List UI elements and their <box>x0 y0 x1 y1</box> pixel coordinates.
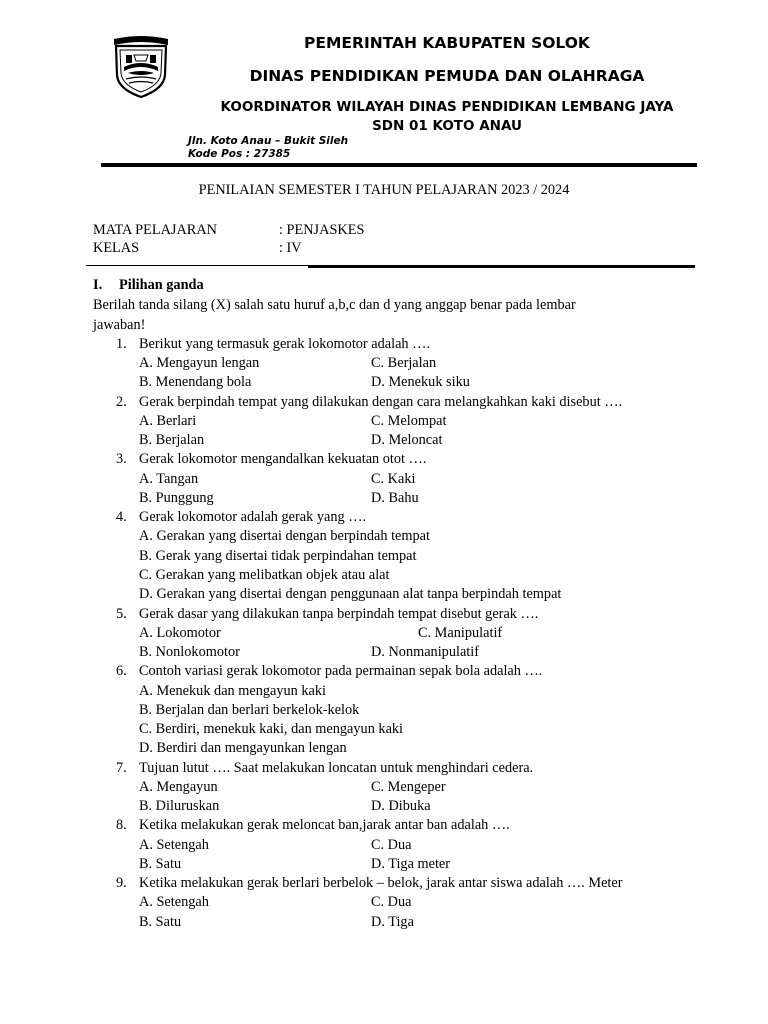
question-number: 9. <box>116 875 127 891</box>
option-b: B. Berjalan dan berlari berkelok-kelok <box>139 702 360 718</box>
option-c: C. Melompat <box>371 413 447 429</box>
option-d: D. Tiga <box>371 914 414 930</box>
option-c: C. Manipulatif <box>418 625 503 641</box>
instruction-line-1: Berilah tanda silang (X) salah satu huruf a,b,c dan d yang anggap benar pada lembar <box>93 297 576 313</box>
question-text: Berikut yang termasuk gerak lokomotor adalah …. <box>139 336 431 352</box>
subject-value: : PENJASKES <box>279 222 365 238</box>
option-c: C. Mengeper <box>371 779 446 795</box>
option-b: B. Diluruskan <box>139 798 220 814</box>
school-address: Jln. Koto Anau – Bukit Sileh <box>188 135 349 147</box>
option-a: A. Setengah <box>139 837 209 853</box>
subject-label: MATA PELAJARAN <box>93 222 217 238</box>
question-text: Contoh variasi gerak lokomotor pada permainan sepak bola adalah …. <box>139 663 543 679</box>
option-b: B. Satu <box>139 856 182 872</box>
option-a: A. Mengayun <box>139 779 218 795</box>
question-number: 5. <box>116 606 127 622</box>
section-title: Pilihan ganda <box>119 277 204 293</box>
option-a: A. Berlari <box>139 413 197 429</box>
option-a: A. Setengah <box>139 894 209 910</box>
header-line-agency: DINAS PENDIDIKAN PEMUDA DAN OLAHRAGA <box>249 67 645 85</box>
option-d: D. Bahu <box>371 490 419 506</box>
question-number: 6. <box>116 663 127 679</box>
question-text: Ketika melakukan gerak meloncat ban,jarak antar ban adalah …. <box>139 817 510 833</box>
question-number: 2. <box>116 394 127 410</box>
option-c: C. Dua <box>371 894 412 910</box>
option-c: C. Dua <box>371 837 412 853</box>
question-text: Tujuan lutut …. Saat melakukan loncatan untuk menghindari cedera. <box>139 760 534 776</box>
exam-title: PENILAIAN SEMESTER I TAHUN PELAJARAN 2023 / 2024 <box>198 182 570 198</box>
option-b: B. Menendang bola <box>139 374 252 390</box>
question-number: 4. <box>116 509 127 525</box>
question-number: 8. <box>116 817 127 833</box>
option-c: C. Gerakan yang melibatkan objek atau alat <box>139 567 390 583</box>
option-b: B. Nonlokomotor <box>139 644 240 660</box>
option-a: A. Mengayun lengan <box>139 355 260 371</box>
option-b: B. Berjalan <box>139 432 205 448</box>
option-b: B. Satu <box>139 914 182 930</box>
class-label: KELAS <box>93 240 140 256</box>
option-b: B. Punggung <box>139 490 214 506</box>
option-d: D. Menekuk siku <box>371 374 470 390</box>
question-text: Gerak dasar yang dilakukan tanpa berpindah tempat disebut gerak …. <box>139 606 539 622</box>
header-line-school: SDN 01 KOTO ANAU <box>372 118 522 134</box>
question-number: 7. <box>116 760 127 776</box>
option-d: D. Meloncat <box>371 432 443 448</box>
option-d: D. Nonmanipulatif <box>371 644 480 660</box>
option-a: A. Gerakan yang disertai dengan berpindah tempat <box>139 528 430 544</box>
instruction-line-2: jawaban! <box>93 317 146 333</box>
question-text: Gerak lokomotor mengandalkan kekuatan otot …. <box>139 451 427 467</box>
option-a: A. Menekuk dan mengayun kaki <box>139 683 327 699</box>
class-value: : IV <box>279 240 302 256</box>
question-number: 3. <box>116 451 127 467</box>
header-line-government: PEMERINTAH KABUPATEN SOLOK <box>304 34 590 52</box>
header-line-coordinator: KOORDINATOR WILAYAH DINAS PENDIDIKAN LEMBANG JAYA <box>220 99 674 115</box>
question-number: 1. <box>116 336 127 352</box>
school-postcode: Kode Pos : 27385 <box>188 148 291 160</box>
option-a: A. Lokomotor <box>139 625 221 641</box>
section-number: I. <box>93 277 103 293</box>
option-a: A. Tangan <box>139 471 199 487</box>
option-c: C. Berdiri, menekuk kaki, dan mengayun kaki <box>139 721 404 737</box>
option-c: C. Berjalan <box>371 355 437 371</box>
question-text: Ketika melakukan gerak berlari berbelok – belok, jarak antar siswa adalah …. Meter <box>139 875 623 891</box>
meta-divider-thick <box>308 265 695 268</box>
question-text: Gerak berpindah tempat yang dilakukan dengan cara melangkahkan kaki disebut …. <box>139 394 623 410</box>
option-b: B. Gerak yang disertai tidak perpindahan tempat <box>139 548 417 564</box>
option-d: D. Dibuka <box>371 798 431 814</box>
option-d: D. Tiga meter <box>371 856 451 872</box>
letterhead-divider <box>101 163 697 167</box>
option-d: D. Gerakan yang disertai dengan penggunaan alat tanpa berpindah tempat <box>139 586 562 602</box>
option-c: C. Kaki <box>371 471 416 487</box>
meta-divider-thin <box>86 265 308 266</box>
question-text: Gerak lokomotor adalah gerak yang …. <box>139 509 367 525</box>
option-d: D. Berdiri dan mengayunkan lengan <box>139 740 347 756</box>
